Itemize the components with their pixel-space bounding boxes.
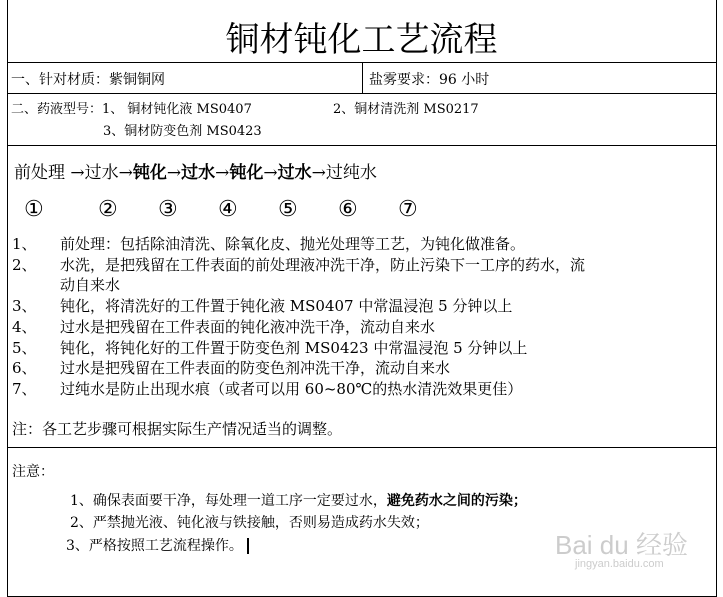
process-flow [14,158,377,183]
material-text: 一、针对材质：紫铜铜网 [11,72,165,88]
step-text-cont: 动自来水 [60,276,121,294]
page-title: 铜材钝化工艺流程 [225,20,498,60]
flow-step: 前处理 [14,163,71,183]
step-text: 过纯水是防止出现水痕（或者可以用 60~80℃的热水清洗效果更佳） [60,380,523,398]
text-cursor [247,538,249,554]
caution-item-1 [70,490,527,510]
step-text: 过水是把残留在工件表面的防变色剂冲洗干净，流动自来水 [60,359,451,377]
circle-6: ⑥ [338,197,358,222]
caution-text: 3、严格按照工艺流程操作。 [66,538,243,554]
arrow-icon: → [118,163,133,183]
arrow-icon: → [215,163,230,183]
arrow-icon: → [166,163,182,183]
circle-4: ④ [218,197,238,222]
arrow-icon: → [263,163,278,183]
flow-step: 过纯水 [325,163,377,183]
caution-label: 注意： [12,464,54,480]
flow-step: 钝化 [229,163,264,183]
salt-spray-text: 盐雾要求：96 小时 [369,72,490,88]
caution-item-2: 2、严禁抛光液、钝化液与铁接触，否则易造成药水失效； [70,515,429,531]
step-number: 2、 [12,256,37,274]
watermark-logo: Bai du 经验 [555,530,688,560]
arrow-icon: → [311,163,326,183]
step-number: 7、 [12,380,37,398]
caution-text: 1、确保表面要干净，每处理一道工序一定要过水， [70,493,387,509]
circle-1: ① [24,197,44,222]
agent-1: 二、药液型号：1、 铜材钝化液 MS0407 [11,102,252,117]
step-number: 3、 [12,297,37,315]
note-text: 注：各工艺步骤可根据实际生产情况适当的调整。 [12,420,343,438]
caution-emphasis: 避免药水之间的污染； [386,493,527,509]
step-text: 钝化，将钝化好的工件置于防变色剂 MS0423 中常温浸泡 5 分钟以上 [60,339,528,357]
step-text: 前处理：包括除油清洗、除氧化皮、抛光处理等工艺，为钝化做准备。 [60,235,526,253]
step-number: 4、 [12,318,37,336]
step-text: 钝化，将清洗好的工件置于钝化液 MS0407 中常温浸泡 5 分钟以上 [60,297,513,315]
flow-step: 过水 [277,163,312,183]
watermark-url: jingyan.baidu.com [575,558,664,570]
step-text: 过水是把残留在工件表面的钝化液冲洗干净，流动自来水 [60,318,436,336]
step-text: 水洗，是把残留在工件表面的前处理液冲洗干净，防止污染下一工序的药水，流 [60,256,586,274]
agent-2: 2、铜材清洗剂 MS0217 [333,102,479,117]
circle-3: ③ [158,197,178,222]
circle-7: ⑦ [398,197,418,222]
circle-5: ⑤ [278,197,298,222]
flow-step: 过水 [84,163,119,183]
circle-2: ② [98,197,118,222]
flow-step: 钝化 [132,163,167,183]
caution-item-3[interactable] [66,535,249,555]
step-number: 6、 [12,359,37,377]
arrow-icon: → [70,163,85,183]
step-number: 1、 [12,235,37,253]
step-number: 5、 [12,339,37,357]
agent-3: 3、铜材防变色剂 MS0423 [103,124,262,139]
flow-step: 过水 [181,163,216,183]
